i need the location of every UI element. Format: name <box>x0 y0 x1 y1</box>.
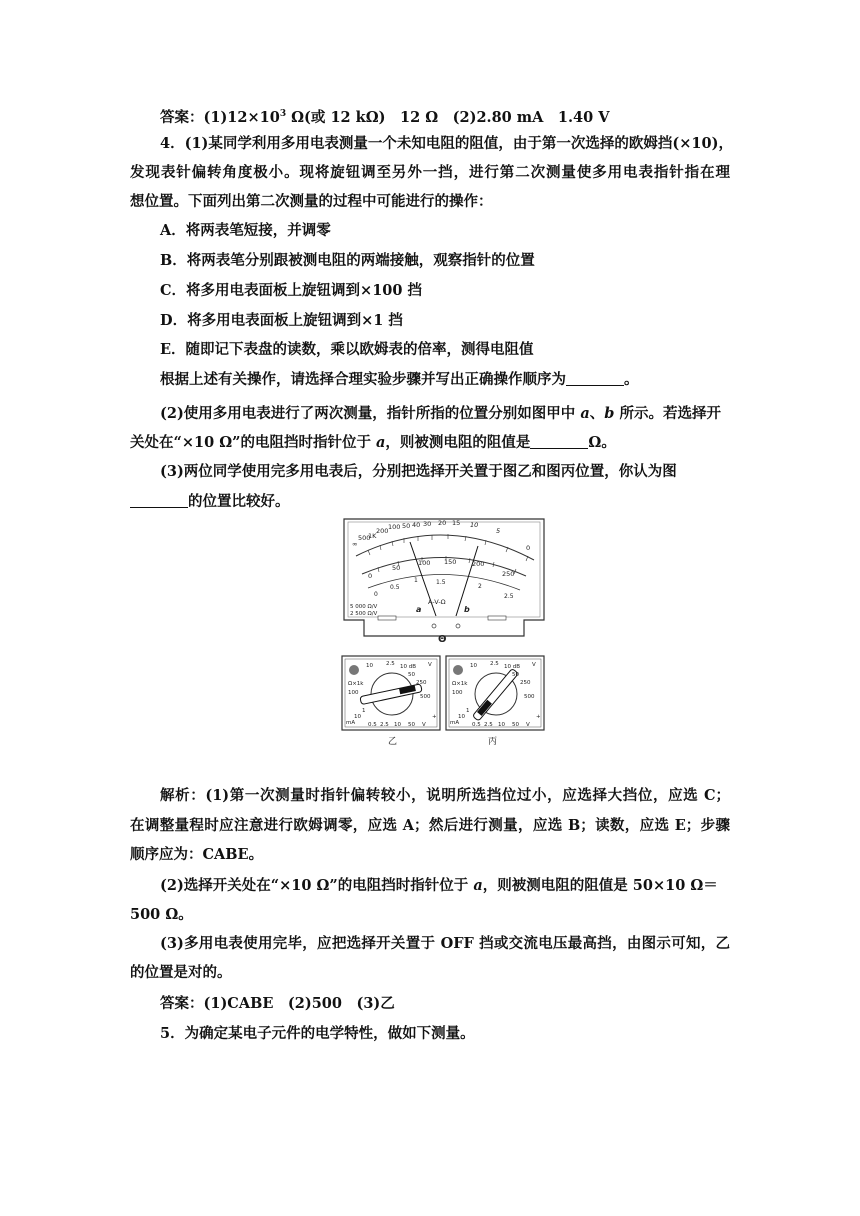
analysis-p3-line2: 的位置是对的。 <box>130 964 232 981</box>
ohm-label-100: 100 <box>388 523 401 531</box>
dial-left-label-plus: + <box>432 714 437 720</box>
meter-bracket-right <box>488 616 506 620</box>
low-label-2-5: 2.5 <box>504 593 514 600</box>
answer-blank-1[interactable] <box>566 371 624 386</box>
meter-bracket-left <box>378 616 396 620</box>
q4-part2-text-a: (2)使用多用电表进行了两次测量，指针所指的位置分别如图甲中 <box>160 405 581 422</box>
analysis-p2-text-b: ，则被测电阻的阻值是 50×10 Ω＝ <box>482 877 718 894</box>
q4-intro-line3: 想位置。下面列出第二次测量的过程中可能进行的操作： <box>130 193 493 210</box>
dial-left-label-10b: 10 <box>354 714 361 720</box>
analysis-line1 <box>160 786 730 806</box>
analysis-p2-line2: 500 Ω。 <box>130 906 193 923</box>
meter-mid-label: A-V-Ω <box>428 598 446 606</box>
pointer-a-label: a <box>416 605 422 614</box>
dial-left-label-2-5: 2.5 <box>386 661 395 667</box>
dial-left-label-0-5: 0.5 <box>368 722 377 728</box>
q4-intro-line2: 发现表针偏转角度极小。现将旋钮调至另外一挡，进行第二次测量使多用电表指针指在理 <box>130 164 730 181</box>
q4-ask1 <box>160 370 730 390</box>
ohm-label-30: 30 <box>423 520 432 528</box>
answer-blank-3[interactable] <box>130 493 188 508</box>
dial-left-label-10c: 10 <box>394 722 401 728</box>
dial-left-label-10: 10 <box>366 663 373 669</box>
dial-right-label-ohm: Ω×1k <box>452 681 468 687</box>
v-label-150: 150 <box>444 558 457 566</box>
dial-right-label-vb: V <box>526 722 530 728</box>
dial-left <box>342 656 440 730</box>
q4-intro-line1: 4．(1)某同学利用多用电表测量一个未知电阻的阻值，由于第一次选择的欧姆挡(×10)， <box>160 135 733 152</box>
dial-right-label-2-5b: 2.5 <box>484 722 493 728</box>
pointer-b-letter: b <box>604 405 615 422</box>
dial-right-label-2-5: 2.5 <box>490 661 499 667</box>
v-label-200: 200 <box>472 560 485 568</box>
dial-left-label-50: 50 <box>408 672 415 678</box>
dial-left-label-ma: mA <box>346 720 356 726</box>
analysis-line3: 顺序应为：CABE。 <box>130 846 264 863</box>
ohm-label-1k: 1K <box>368 532 377 540</box>
meter-spec-2: 2 500 Ω/V <box>350 611 378 617</box>
meter-spec-1: 5 000 Ω/V <box>350 604 378 610</box>
dial-right <box>446 656 544 730</box>
ohm-label-5: 5 <box>496 527 501 535</box>
q4-part2-text-c: 关处在“×10 Ω”的电阻挡时指针位于 <box>130 434 377 451</box>
answer-superscript: 3 <box>279 109 287 119</box>
low-label-2: 2 <box>478 583 482 590</box>
v-label-50: 50 <box>392 564 401 572</box>
q4-part3-line2 <box>130 492 730 512</box>
ohm-label-20: 20 <box>438 519 447 527</box>
dial-left-label-50b: 50 <box>408 722 415 728</box>
pointer-b-label: b <box>464 605 470 614</box>
dial-left-label-500: 500 <box>420 694 431 700</box>
caption-right: 丙 <box>488 737 498 747</box>
q4-option-c: C．将多用电表面板上旋钮调到×100 挡 <box>160 282 423 299</box>
dial-right-label-10c: 10 <box>498 722 505 728</box>
q4-part3-text: 的位置比较好。 <box>188 493 290 510</box>
q4-option-b: B．将两表笔分别跟被测电阻的两端接触，观察指针的位置 <box>160 252 535 269</box>
q4-option-a: A．将两表笔短接，并调零 <box>160 222 331 239</box>
dial-right-label-ma: mA <box>450 720 460 726</box>
question-5: 5．为确定某电子元件的电学特性，做如下测量。 <box>160 1025 475 1042</box>
low-label-1: 1 <box>414 577 418 584</box>
q4-part2-text-d: ，则被测电阻的阻值是 <box>385 434 531 451</box>
dial-right-label-100: 100 <box>452 690 463 696</box>
v-label-100: 100 <box>418 559 431 567</box>
separator: 、 <box>589 405 605 422</box>
dial-right-label-10b: 10 <box>458 714 465 720</box>
q4-part2-unit: Ω。 <box>588 434 616 451</box>
ohm-label-10: 10 <box>470 521 479 529</box>
analysis-p3-line1: (3)多用电表使用完毕，应把选择开关置于 OFF 挡或交流电压最高挡，由图示可知，乙 <box>160 935 730 952</box>
low-label-1-5: 1.5 <box>436 579 446 586</box>
q4-ask1-end: 。 <box>624 371 639 388</box>
dial-right-label-1: 1 <box>466 708 470 714</box>
multimeter-svg <box>338 516 550 752</box>
dial-right-label-500: 500 <box>524 694 535 700</box>
v-label-250: 250 <box>502 570 515 578</box>
v-label-0: 0 <box>368 572 373 580</box>
dial-right-label-50: 50 <box>512 672 519 678</box>
answer-label: 答案： <box>160 108 204 126</box>
q4-part3-line1: (3)两位同学使用完多用电表后，分别把选择开关置于图乙和图丙位置，你认为图 <box>160 463 677 480</box>
q4-option-e: E．随即记下表盘的读数，乘以欧姆表的倍率，测得电阻值 <box>160 341 534 358</box>
dial-left-label-100: 100 <box>348 690 359 696</box>
answer2-text: (1)CABE (2)500 (3)乙 <box>203 995 395 1012</box>
ohm-label-0: 0 <box>526 544 531 552</box>
pointer-a-letter-2: a <box>376 434 386 451</box>
dial-right-label-0-5: 0.5 <box>472 722 481 728</box>
dial-left-label-1: 1 <box>362 708 366 714</box>
answer-blank-2[interactable] <box>530 434 588 449</box>
analysis-label: 解析： <box>160 787 206 804</box>
ohm-label-200: 200 <box>376 527 389 535</box>
q4-part2-text-b: 所示。若选择开 <box>614 405 721 422</box>
multimeter-figure <box>338 516 550 752</box>
low-label-0-5: 0.5 <box>390 584 400 591</box>
dial-left-knob <box>349 665 359 675</box>
caption-left: 乙 <box>388 737 398 747</box>
q4-ask1-text: 根据上述有关操作，请选择合理实验步骤并写出正确操作顺序为 <box>160 371 566 388</box>
ohm-label-40: 40 <box>412 521 421 529</box>
dial-left-label-ohm: Ω×1k <box>348 681 364 687</box>
meter-symbol: Θ <box>438 634 447 645</box>
dial-right-label-v: V <box>532 662 536 668</box>
ohm-label-50: 50 <box>402 522 411 530</box>
q4-part2-line2 <box>130 433 730 453</box>
answer-part2: Ω(或 12 kΩ) 12 Ω (2)2.80 mA 1.40 V <box>286 108 610 126</box>
dial-left-label-250: 250 <box>416 680 427 686</box>
analysis-p2-line1 <box>160 876 730 896</box>
ohm-label-500: 500 <box>358 534 371 542</box>
analysis-p2-text-a: (2)选择开关处在“×10 Ω”的电阻挡时指针位于 <box>160 877 474 894</box>
answer-2 <box>160 994 730 1014</box>
ohm-label-15: 15 <box>452 519 461 527</box>
dial-left-label-2-5b: 2.5 <box>380 722 389 728</box>
dial-right-label-50b: 50 <box>512 722 519 728</box>
answer2-label: 答案： <box>160 995 204 1012</box>
ohm-label-inf: ∞ <box>352 540 358 548</box>
dial-left-label-vb: V <box>422 722 426 728</box>
dial-left-label-db: 10 dB <box>400 664 417 670</box>
dial-right-label-plus: + <box>536 714 541 720</box>
q4-option-d: D．将多用电表面板上旋钮调到×1 挡 <box>160 312 403 329</box>
dial-right-label-10: 10 <box>470 663 477 669</box>
dial-right-knob <box>453 665 463 675</box>
q4-part2-line1 <box>160 404 730 424</box>
analysis-p1-text1: (1)第一次测量时指针偏转较小，说明所选挡位过小，应选择大挡位，应选 C； <box>205 787 730 804</box>
dial-right-label-db: 10 dB <box>504 664 521 670</box>
dial-right-label-250: 250 <box>520 680 531 686</box>
top-answer <box>160 104 730 128</box>
answer-part1: (1)12×10 <box>203 108 280 126</box>
analysis-line2: 在调整量程时应注意进行欧姆调零，应选 A；然后进行测量，应选 B；读数，应选 E；步骤 <box>130 817 730 834</box>
dial-left-label-v: V <box>428 662 432 668</box>
low-label-0: 0 <box>374 591 378 598</box>
analysis-pointer-a: a <box>473 877 483 894</box>
pointer-a-letter: a <box>580 405 590 422</box>
